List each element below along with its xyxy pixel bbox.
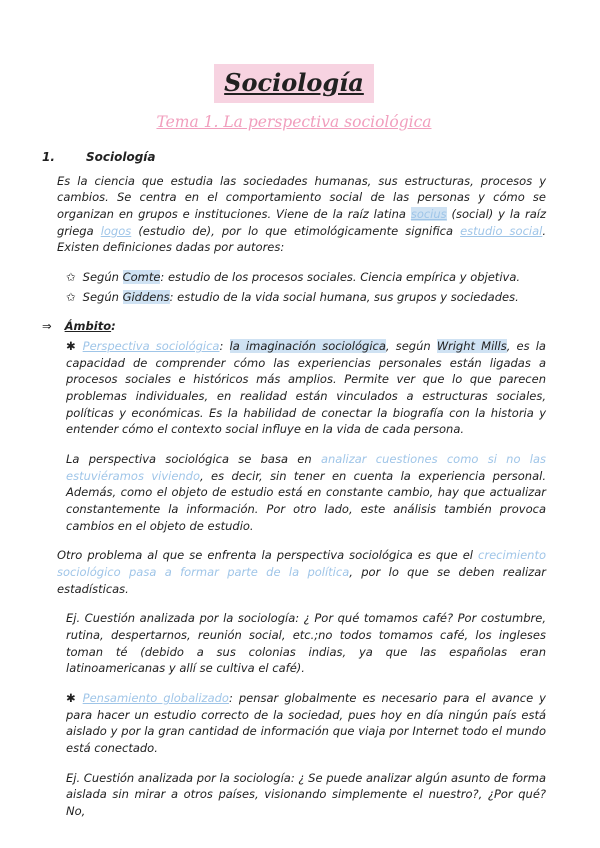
link-text[interactable]: Pensamiento globalizado — [82, 691, 229, 706]
star-bullet-icon: ✩ — [66, 270, 76, 285]
text-segment: Es la ciencia que estudia las sociedades humanas, sus estructuras, procesos y cambios. Se centra en el comportamiento social de las personas y cómo se organizan en grupos e instituciones. Viene de la raíz latina — [57, 173, 546, 221]
text-segment: (social) y la raíz griega — [57, 207, 546, 238]
highlighted-text: Comte — [122, 270, 161, 285]
text-segment: . Existen definiciones dadas por autores: — [57, 223, 546, 255]
highlighted-text: Wright Mills — [436, 339, 507, 354]
text-segment: , según — [385, 339, 437, 354]
doc-blocks — [42, 173, 546, 820]
link-text[interactable]: socius — [410, 207, 447, 221]
link-text[interactable]: logos — [100, 223, 132, 238]
text-segment: Según — [82, 270, 123, 285]
document-title: Sociología — [214, 64, 374, 103]
link-text[interactable]: estudio social — [460, 223, 543, 238]
text-segment: analizar cuestiones como si no las estuviéramos viviendo — [66, 452, 546, 483]
text-segment: : pensar globalmente es necesario para el avance y para hacer un estudio correcto de la sociedad, pues hoy en día ningún país está aislado y por la gran cantidad de información que viaja por Internet todo el mundo está conectado. — [66, 691, 546, 756]
text-segment: Ámbito — [64, 319, 112, 334]
otro-problema-paragraph — [57, 547, 546, 597]
section-heading — [42, 149, 546, 166]
perspectiva-basa-paragraph — [66, 451, 546, 534]
section-title: Sociología — [86, 150, 156, 165]
document-subtitle: Tema 1. La perspectiva sociológica — [156, 112, 432, 131]
text-segment: , es decir, sin tener en cuenta la experiencia personal. Además, como el objeto de estudio está en constante cambio, hay que actualizar constantemente la información. Por otro lado, este análisis también provoca cambios en el objeto de estudio. — [66, 468, 546, 533]
subtitle-container — [42, 111, 546, 133]
highlighted-text: la imaginación sociológica — [229, 339, 386, 354]
text-segment: Otro problema al que se enfrenta la perspectiva sociológica es que el — [57, 548, 479, 563]
text-segment: (estudio de), por lo que etimológicamente significa — [131, 223, 461, 238]
text-segment: : — [111, 319, 116, 334]
arrow-icon: ⇒ — [42, 319, 52, 334]
pensamiento-globalizado-paragraph — [66, 690, 546, 757]
ambito-heading — [42, 318, 546, 335]
bullet-comte — [66, 269, 546, 286]
text-segment: : estudio de los procesos sociales. Ciencia empírica y objetiva. — [160, 270, 521, 285]
perspectiva-sociologica-paragraph — [66, 338, 546, 438]
text-segment: , es la capacidad de comprender cómo las experiencias personales están ligadas a procesos sociales e históricos más amplios. Permite ver que lo que parecen problemas individuales, en realidad están vinculados a estructuras sociales, políticas y económicas. Es la habilidad de conectar la biografía con la historia y entender cómo el contexto social influye en la vida de cada persona. — [66, 339, 546, 437]
section-number: 1. — [42, 150, 55, 165]
text-segment: Ej. Cuestión analizada por la sociología: ¿ Se puede analizar algún asunto de forma aislada sin mirar a otros países, visionando simplemente el nuestro?, ¿Por qué? No, — [66, 770, 546, 819]
bullet-giddens — [66, 289, 546, 306]
text-segment: Ej. Cuestión analizada por la sociología: ¿ Por qué tomamos café? Por costumbre, rutina, despertarnos, reunión social, etc.;no todos tomamos café, los ingleses toman té (debido a sus colonias indias, ya que las españolas eran latinoamericanas y allí se cultiva el café). — [66, 611, 546, 676]
asterisk-icon: ✱ — [66, 691, 76, 706]
star-bullet-icon: ✩ — [66, 289, 76, 304]
ejemplo-cafe-paragraph — [66, 610, 546, 677]
link-text[interactable]: Perspectiva sociológica — [82, 339, 220, 354]
text-segment: , por lo que se deben realizar estadísticas. — [57, 565, 546, 596]
intro-paragraph — [57, 173, 546, 256]
text-segment: crecimiento sociológico pasa a formar parte de la política — [57, 548, 546, 580]
text-segment: La perspectiva sociológica se basa en — [66, 452, 321, 467]
text-segment: : estudio de la vida social humana, sus grupos y sociedades. — [169, 289, 519, 304]
text-segment: Según — [82, 289, 123, 304]
title-container — [42, 64, 546, 103]
asterisk-icon: ✱ — [66, 339, 76, 354]
text-segment: : — [219, 339, 230, 354]
ejemplo-analisis-paragraph — [66, 770, 546, 820]
highlighted-text: Giddens — [122, 289, 170, 304]
